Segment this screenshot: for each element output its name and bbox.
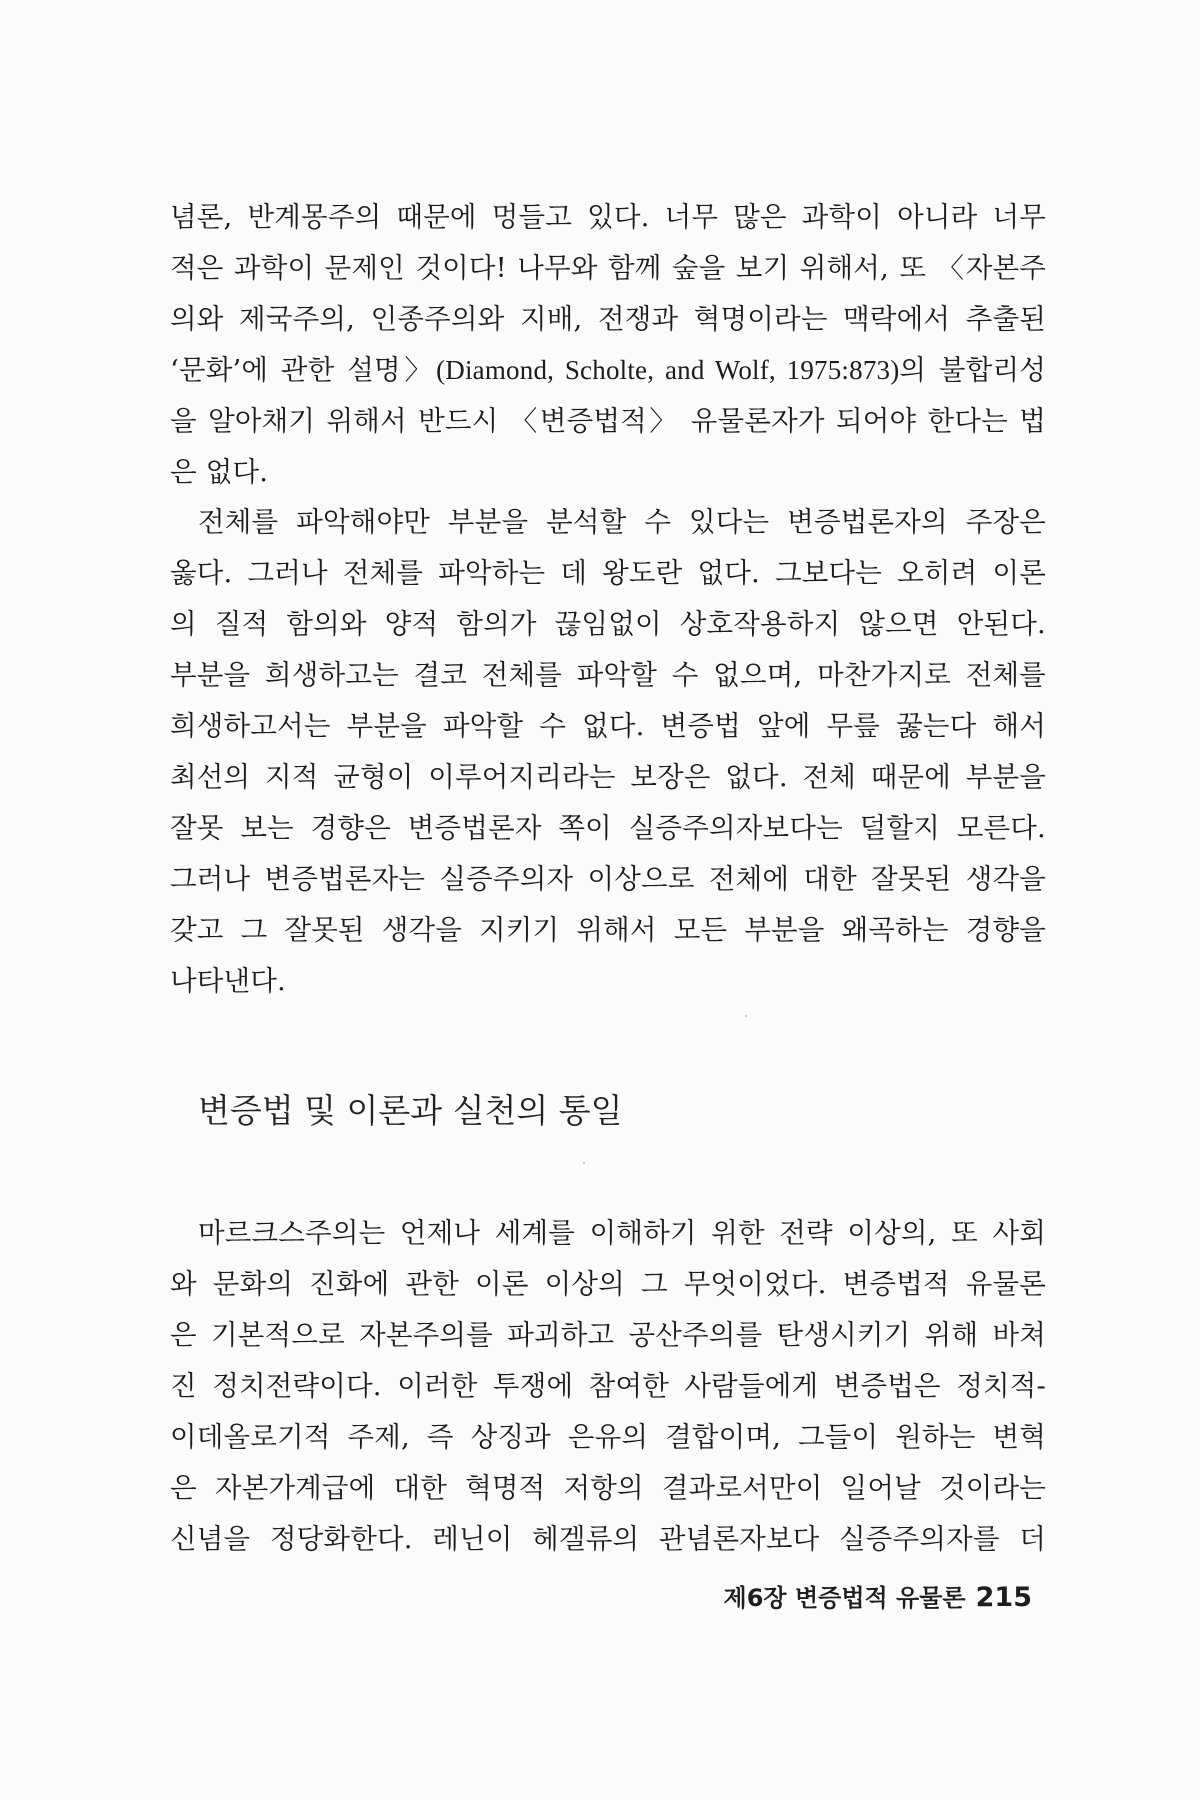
text-line: 와 문화의 진화에 관한 이론 이상의 그 무엇이었다. 변증법적 유물론 (170, 1268, 1046, 1300)
scan-speck (745, 1015, 747, 1017)
text-line: 그러나 변증법론자는 실증주의자 이상으로 전체에 대한 잘못된 생각을 (170, 863, 1046, 895)
text-line: 적은 과학이 문제인 것이다! 나무와 함께 숲을 보기 위해서, 또 〈자본주 (170, 252, 1046, 284)
text-line: 은 기본적으로 자본주의를 파괴하고 공산주의를 탄생시키기 위해 바쳐 (170, 1319, 1046, 1351)
text-line: 신념을 정당화한다. 레닌이 헤겔류의 관념론자보다 실증주의자를 더 (170, 1523, 1046, 1555)
citation: (Diamond, Scholte, and Wolf, 1975:873) (436, 355, 900, 385)
text-line: 은 자본가계급에 대한 혁명적 저항의 결과로서만이 일어날 것이라는 (170, 1472, 1046, 1504)
paragraph (170, 1208, 1046, 1565)
page-number: 215 (975, 1582, 1032, 1613)
text-line: 은 없다. (170, 456, 269, 488)
text-line: 옳다. 그러나 전체를 파악하는 데 왕도란 없다. 그보다는 오히려 이론 (170, 557, 1046, 589)
page-footer (724, 1580, 1032, 1616)
text-line: 부분을 희생하고는 결코 전체를 파악할 수 없으며, 마찬가지로 전체를 (170, 659, 1046, 691)
paragraph-continued (170, 192, 1046, 498)
text-line: 최선의 지적 균형이 이루어지리라는 보장은 없다. 전체 때문에 부분을 (170, 761, 1046, 793)
text-line: 진 정치전략이다. 이러한 투쟁에 참여한 사람들에게 변증법은 정치적- (170, 1370, 1046, 1402)
text-line: 마르크스주의는 언제나 세계를 이해하기 위한 전략 이상의, 또 사회 (198, 1217, 1046, 1249)
text-line: 전체를 파악해야만 부분을 분석할 수 있다는 변증법론자의 주장은 (198, 506, 1046, 538)
text-line-with-citation (170, 345, 1046, 396)
text-segment: ‘문화’에 관한 설명〉 (170, 354, 437, 386)
text-line: 이데올로기적 주제, 즉 상징과 은유의 결합이며, 그들이 원하는 변혁 (170, 1421, 1046, 1453)
text-line: 의와 제국주의, 인종주의와 지배, 전쟁과 혁명이라는 맥락에서 추출된 (170, 303, 1046, 335)
text-line: 갖고 그 잘못된 생각을 지키기 위해서 모든 부분을 왜곡하는 경향을 (170, 914, 1046, 946)
text-line: 희생하고서는 부분을 파악할 수 없다. 변증법 앞에 무릎 꿇는다 해서 (170, 710, 1046, 742)
paragraph (170, 497, 1046, 1007)
text-segment: 의 불합리성 (899, 354, 1046, 386)
running-head: 제6장 변증법적 유물론 (723, 1584, 966, 1612)
scan-speck (583, 1162, 585, 1164)
text-line: 나타낸다. (170, 965, 287, 997)
text-line: 의 질적 함의와 양적 함의가 끊임없이 상호작용하지 않으면 안된다. (170, 608, 1046, 640)
text-line: 을 알아채기 위해서 반드시 〈변증법적〉 유물론자가 되어야 한다는 법 (170, 405, 1046, 437)
section-heading: 변증법 및 이론과 실천의 통일 (198, 1091, 623, 1130)
text-line: 념론, 반계몽주의 때문에 멍들고 있다. 너무 많은 과학이 아니라 너무 (170, 201, 1046, 233)
text-line: 잘못 보는 경향은 변증법론자 쪽이 실증주의자보다는 덜할지 모른다. (170, 812, 1046, 844)
